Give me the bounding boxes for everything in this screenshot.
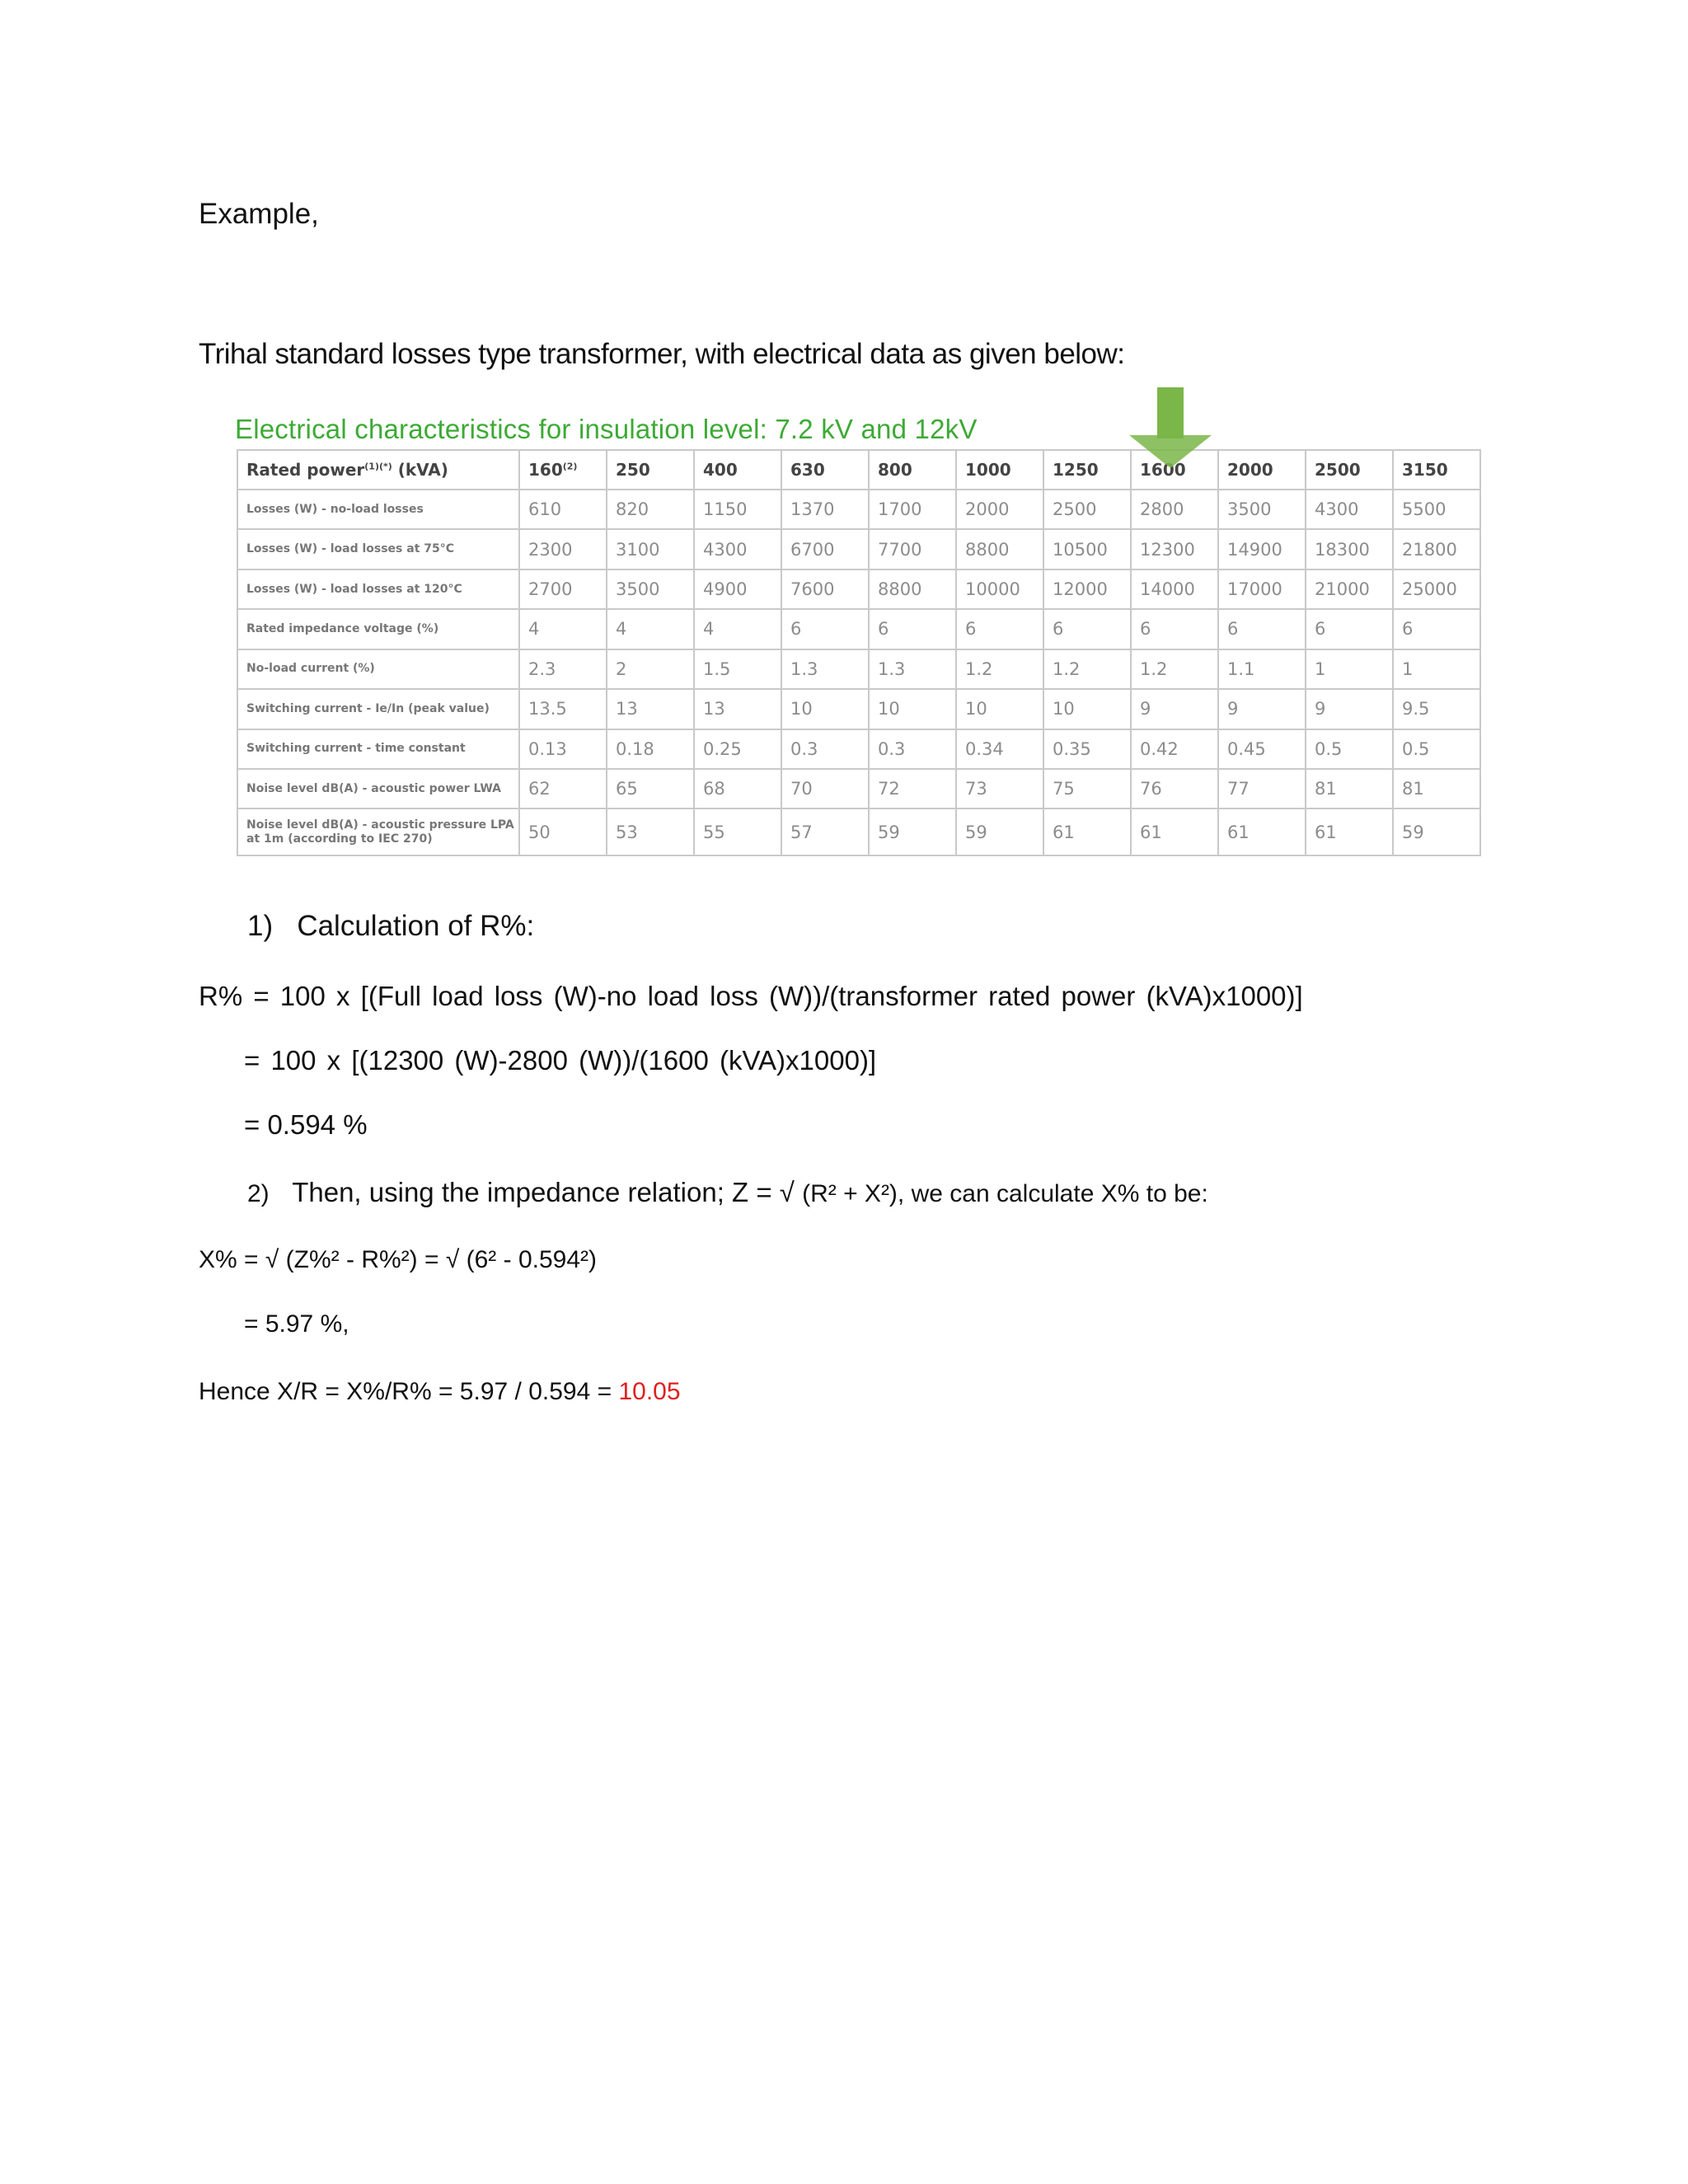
header-value: 400 (703, 460, 738, 480)
header-cell (519, 450, 607, 490)
row-label: Rated impedance voltage (%) (237, 609, 519, 649)
table-cell: 1.2 (1131, 649, 1218, 689)
table-cell: 59 (1393, 808, 1480, 855)
table-cell: 4900 (694, 569, 781, 609)
table-cell: 81 (1306, 769, 1393, 808)
table-cell: 6 (1131, 609, 1218, 649)
step-1-title: Calculation of R%: (297, 910, 535, 942)
row-label: Noise level dB(A) - acoustic power LWA (237, 769, 519, 808)
table-cell: 61 (1043, 808, 1131, 855)
table-cell: 1.3 (781, 649, 869, 689)
table-cell: 3500 (1218, 490, 1306, 529)
table-cell: 2 (607, 649, 694, 689)
table-header-row (237, 450, 1480, 490)
table-row (237, 649, 1480, 689)
table-cell: 6 (1393, 609, 1480, 649)
table-cell: 0.13 (519, 729, 607, 769)
table-cell: 0.5 (1306, 729, 1393, 769)
table-cell: 21000 (1306, 569, 1393, 609)
header-cell (781, 450, 869, 490)
table-row (237, 729, 1480, 769)
table-cell: 0.45 (1218, 729, 1306, 769)
table-title: Electrical characteristics for insulation level: 7.2 kV and 12kV (235, 414, 978, 444)
table-cell: 0.5 (1393, 729, 1480, 769)
header-superscript: (1)(*) (364, 461, 392, 472)
table-row (237, 609, 1480, 649)
table-cell: 4 (694, 609, 781, 649)
row-label: No-load current (%) (237, 649, 519, 689)
electrical-characteristics-table (237, 449, 1481, 856)
table-cell: 55 (694, 808, 781, 855)
table-cell: 13.5 (519, 689, 607, 729)
table-cell: 2000 (956, 490, 1043, 529)
down-arrow-icon (1123, 387, 1221, 470)
header-value: 2500 (1315, 460, 1361, 480)
row-label: Switching current - Ie/In (peak value) (237, 689, 519, 729)
table-cell: 57 (781, 808, 869, 855)
table-cell: 7600 (781, 569, 869, 609)
table-cell: 1370 (781, 490, 869, 529)
table-cell: 0.34 (956, 729, 1043, 769)
table-cell: 1700 (869, 490, 956, 529)
table-cell: 9 (1131, 689, 1218, 729)
table-cell: 6 (1043, 609, 1131, 649)
example-label: Example, (199, 198, 319, 230)
table-row (237, 490, 1480, 529)
table-cell: 13 (694, 689, 781, 729)
table-cell: 59 (956, 808, 1043, 855)
header-value: 160 (528, 460, 563, 480)
table-cell: 76 (1131, 769, 1218, 808)
table-cell: 9 (1306, 689, 1393, 729)
header-cell (1393, 450, 1480, 490)
x-percent-result: = 5.97 %, (244, 1310, 349, 1338)
header-cell (1306, 450, 1393, 490)
step-2-tail: (R² + X²), we can calculate X% to be: (802, 1180, 1208, 1207)
header-cell (607, 450, 694, 490)
table-cell: 65 (607, 769, 694, 808)
table-row (237, 529, 1480, 569)
table-cell: 1 (1306, 649, 1393, 689)
table-cell: 6700 (781, 529, 869, 569)
table-cell: 6 (781, 609, 869, 649)
table-cell: 10000 (956, 569, 1043, 609)
x-over-r-line (199, 1378, 681, 1406)
header-rated-power (237, 450, 519, 490)
table-cell: 14000 (1131, 569, 1218, 609)
header-cell (1043, 450, 1131, 490)
table-cell: 7700 (869, 529, 956, 569)
row-label: Losses (W) - load losses at 75°C (237, 529, 519, 569)
table-cell: 61 (1218, 808, 1306, 855)
table-cell: 0.3 (781, 729, 869, 769)
table-cell: 6 (1218, 609, 1306, 649)
table-cell: 17000 (1218, 569, 1306, 609)
table-cell: 61 (1306, 808, 1393, 855)
header-value: 630 (790, 460, 825, 480)
table-cell: 53 (607, 808, 694, 855)
table-cell: 1.2 (1043, 649, 1131, 689)
table-cell: 0.35 (1043, 729, 1131, 769)
table-cell: 8800 (869, 569, 956, 609)
table-cell: 10 (781, 689, 869, 729)
table-cell: 12300 (1131, 529, 1218, 569)
table-cell: 10 (956, 689, 1043, 729)
header-value: 1250 (1053, 460, 1099, 480)
row-label: Losses (W) - load losses at 120°C (237, 569, 519, 609)
step-1-number: 1) (247, 910, 274, 942)
header-cell (869, 450, 956, 490)
table-cell: 2800 (1131, 490, 1218, 529)
header-cell (1218, 450, 1306, 490)
table-cell: 6 (956, 609, 1043, 649)
table-cell: 2700 (519, 569, 607, 609)
step-1-heading (247, 910, 534, 943)
header-cell (694, 450, 781, 490)
table-cell: 4300 (694, 529, 781, 569)
table-cell: 8800 (956, 529, 1043, 569)
x-over-r-text: Hence X/R = X%/R% = 5.97 / 0.594 = (199, 1378, 619, 1405)
table-cell: 75 (1043, 769, 1131, 808)
table-cell: 10500 (1043, 529, 1131, 569)
table-cell: 50 (519, 808, 607, 855)
x-over-r-value: 10.05 (618, 1378, 681, 1405)
table-cell: 18300 (1306, 529, 1393, 569)
row-label: Losses (W) - no-load losses (237, 490, 519, 529)
table-cell: 2500 (1043, 490, 1131, 529)
table-cell: 14900 (1218, 529, 1306, 569)
table-cell: 68 (694, 769, 781, 808)
row-label: Switching current - time constant (237, 729, 519, 769)
header-label: Rated power (246, 460, 365, 480)
table-cell: 62 (519, 769, 607, 808)
table-cell: 610 (519, 490, 607, 529)
table-cell: 1 (1393, 649, 1480, 689)
table-cell: 12000 (1043, 569, 1131, 609)
table-cell: 61 (1131, 808, 1218, 855)
table-cell: 1150 (694, 490, 781, 529)
table-cell: 59 (869, 808, 956, 855)
table-cell: 5500 (1393, 490, 1480, 529)
table-cell: 2300 (519, 529, 607, 569)
table-row (237, 769, 1480, 808)
header-unit: (kVA) (392, 460, 448, 480)
r-percent-substitution: = 100 x [(12300 (W)-2800 (W))/(1600 (kVA)x1000)] (244, 1045, 877, 1076)
table-cell: 10 (869, 689, 956, 729)
table-cell: 1.2 (956, 649, 1043, 689)
table-cell: 3100 (607, 529, 694, 569)
table-cell: 77 (1218, 769, 1306, 808)
header-value: 800 (878, 460, 912, 480)
table-cell: 2.3 (519, 649, 607, 689)
table-cell: 6 (869, 609, 956, 649)
table-cell: 1.3 (869, 649, 956, 689)
table-cell: 13 (607, 689, 694, 729)
table-cell: 70 (781, 769, 869, 808)
header-superscript: (2) (562, 461, 578, 472)
table-cell: 4 (607, 609, 694, 649)
step-2-line (247, 1177, 1208, 1208)
table-cell: 0.3 (869, 729, 956, 769)
table-row (237, 808, 1480, 855)
header-value: 1000 (965, 460, 1011, 480)
table-cell: 0.25 (694, 729, 781, 769)
row-label: Noise level dB(A) - acoustic pressure LPA at 1m (according to IEC 270) (237, 808, 519, 855)
table-cell: 0.18 (607, 729, 694, 769)
r-percent-formula: R% = 100 x [(Full load loss (W)-no load loss (W))/(transformer rated power (kVA)x1000)] (199, 981, 1303, 1011)
table-cell: 72 (869, 769, 956, 808)
header-cell (956, 450, 1043, 490)
step-2-text: Then, using the impedance relation; Z = √ (292, 1177, 803, 1207)
table-cell: 820 (607, 490, 694, 529)
table-cell: 1.1 (1218, 649, 1306, 689)
table-cell: 4300 (1306, 490, 1393, 529)
intro-sentence: Trihal standard losses type transformer, with electrical data as given below: (199, 338, 1125, 370)
table-row (237, 569, 1480, 609)
table-row (237, 689, 1480, 729)
header-value: 1600 (1140, 460, 1186, 480)
table-cell: 25000 (1393, 569, 1480, 609)
table-cell: 4 (519, 609, 607, 649)
r-percent-result: = 0.594 % (244, 1109, 368, 1140)
header-value: 250 (616, 460, 650, 480)
header-value: 2000 (1227, 460, 1273, 480)
x-percent-formula: X% = √ (Z%² - R%²) = √ (6² - 0.594²) (199, 1246, 598, 1273)
table-cell: 6 (1306, 609, 1393, 649)
table-cell: 73 (956, 769, 1043, 808)
table-cell: 9 (1218, 689, 1306, 729)
table-cell: 21800 (1393, 529, 1480, 569)
header-value: 3150 (1402, 460, 1448, 480)
table-cell: 81 (1393, 769, 1480, 808)
table-cell: 9.5 (1393, 689, 1480, 729)
table-cell: 3500 (607, 569, 694, 609)
table-cell: 10 (1043, 689, 1131, 729)
table-cell: 0.42 (1131, 729, 1218, 769)
step-2-number: 2) (247, 1180, 270, 1207)
table-cell: 1.5 (694, 649, 781, 689)
